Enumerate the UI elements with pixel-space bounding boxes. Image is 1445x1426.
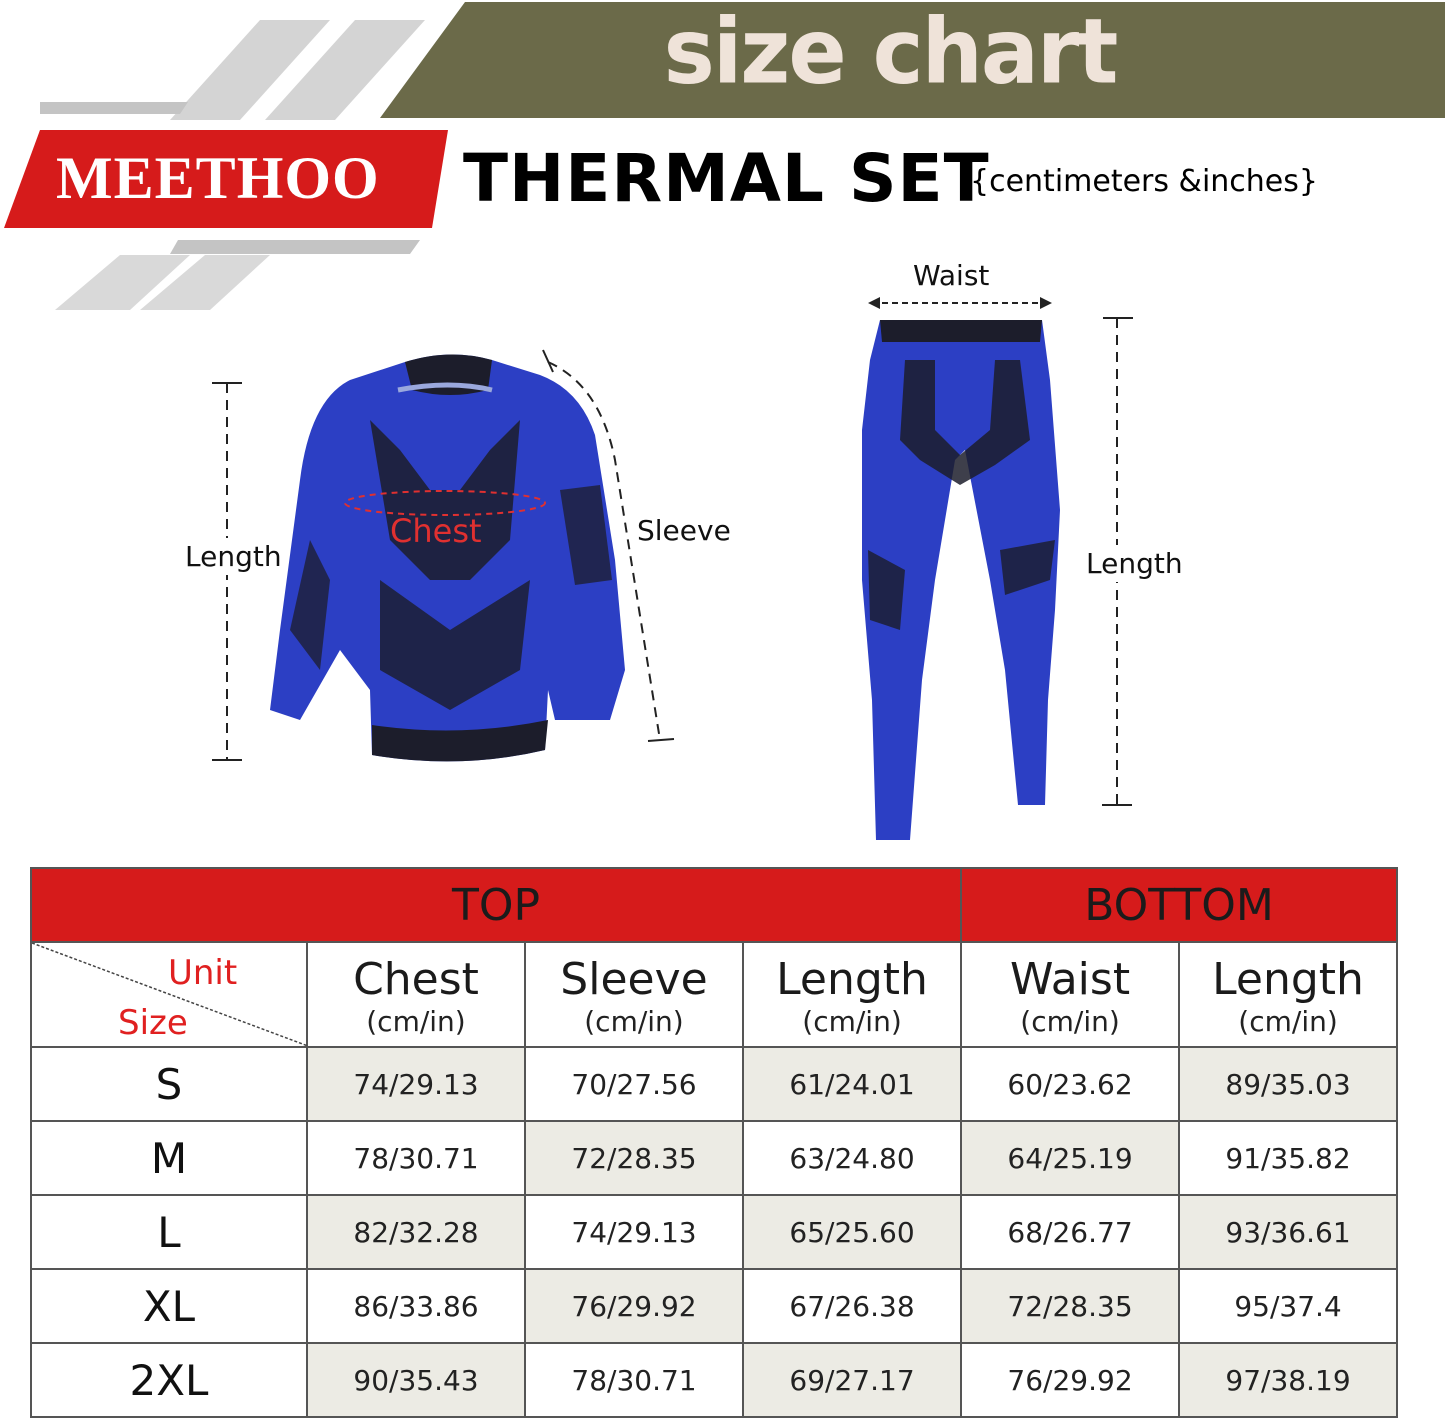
col-header-sleeve — [525, 942, 743, 1047]
col-header-bottom-length — [1179, 942, 1397, 1047]
col-unit: (cm/in) — [366, 1005, 466, 1038]
value-cell: 72/28.35 — [961, 1269, 1179, 1343]
col-unit: (cm/in) — [1020, 1005, 1120, 1038]
sleeve-label: Sleeve — [637, 514, 731, 547]
value-cell: 76/29.92 — [961, 1343, 1179, 1417]
size-cell: M — [31, 1121, 307, 1195]
thermal-top-image — [270, 354, 625, 761]
col-header-top-length — [743, 942, 961, 1047]
col-unit: (cm/in) — [1238, 1005, 1338, 1038]
size-cell: L — [31, 1195, 307, 1269]
col-unit: (cm/in) — [802, 1005, 902, 1038]
value-cell: 74/29.13 — [525, 1195, 743, 1269]
col-name: Waist — [1010, 954, 1131, 1005]
table-row — [31, 1269, 1397, 1343]
corner-unit-label: Unit — [168, 953, 238, 993]
value-cell: 78/30.71 — [307, 1121, 525, 1195]
value-cell: 69/27.17 — [743, 1343, 961, 1417]
stripe-decoration — [40, 102, 188, 114]
value-cell: 65/25.60 — [743, 1195, 961, 1269]
value-cell: 72/28.35 — [525, 1121, 743, 1195]
column-header-row — [31, 942, 1397, 1047]
brand-logo-text: MEETHOO — [56, 145, 380, 211]
value-cell: 82/32.28 — [307, 1195, 525, 1269]
size-cell: S — [31, 1047, 307, 1121]
col-name: Chest — [353, 954, 479, 1005]
col-header-waist — [961, 942, 1179, 1047]
corner-cell — [31, 942, 307, 1047]
col-unit: (cm/in) — [584, 1005, 684, 1038]
value-cell: 78/30.71 — [525, 1343, 743, 1417]
value-cell: 93/36.61 — [1179, 1195, 1397, 1269]
value-cell: 67/26.38 — [743, 1269, 961, 1343]
table-row — [31, 1121, 1397, 1195]
value-cell: 64/25.19 — [961, 1121, 1179, 1195]
table-row — [31, 1343, 1397, 1417]
size-cell: 2XL — [31, 1343, 307, 1417]
unit-note: {centimeters &inches} — [970, 164, 1318, 199]
group-header-bottom: BOTTOM — [961, 868, 1397, 942]
value-cell: 60/23.62 — [961, 1047, 1179, 1121]
value-cell: 74/29.13 — [307, 1047, 525, 1121]
table-row — [31, 1195, 1397, 1269]
col-name: Length — [1212, 954, 1364, 1005]
value-cell: 86/33.86 — [307, 1269, 525, 1343]
value-cell: 91/35.82 — [1179, 1121, 1397, 1195]
value-cell: 63/24.80 — [743, 1121, 961, 1195]
waist-label: Waist — [913, 259, 990, 292]
value-cell: 68/26.77 — [961, 1195, 1179, 1269]
col-name: Sleeve — [560, 954, 708, 1005]
product-title: THERMAL SET — [463, 140, 990, 217]
value-cell: 70/27.56 — [525, 1047, 743, 1121]
size-table — [30, 867, 1398, 1418]
size-cell: XL — [31, 1269, 307, 1343]
corner-size-label: Size — [118, 1003, 188, 1043]
col-name: Length — [776, 954, 928, 1005]
chest-label: Chest — [390, 512, 482, 550]
group-header-row — [31, 868, 1397, 942]
waist-measure — [868, 297, 1052, 309]
thermal-bottom-image — [862, 320, 1060, 840]
value-cell: 95/37.4 — [1179, 1269, 1397, 1343]
top-length-label: Length — [185, 540, 282, 573]
group-header-top: TOP — [31, 868, 961, 942]
table-row — [31, 1047, 1397, 1121]
bottom-length-label: Length — [1086, 547, 1183, 580]
col-header-chest — [307, 942, 525, 1047]
value-cell: 90/35.43 — [307, 1343, 525, 1417]
value-cell: 61/24.01 — [743, 1047, 961, 1121]
value-cell: 76/29.92 — [525, 1269, 743, 1343]
value-cell: 89/35.03 — [1179, 1047, 1397, 1121]
value-cell: 97/38.19 — [1179, 1343, 1397, 1417]
size-chart-title: size chart — [663, 0, 1117, 105]
